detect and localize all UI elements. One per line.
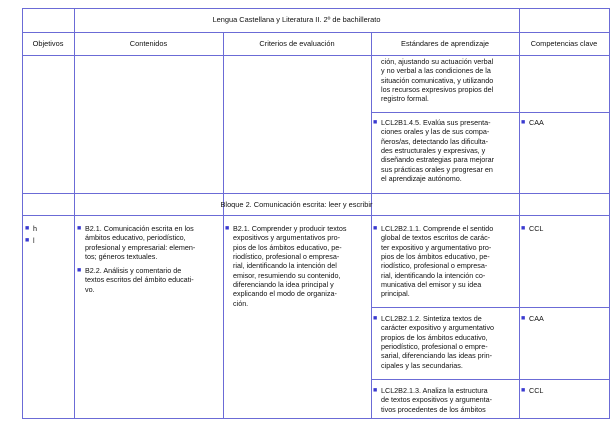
grid-line — [22, 32, 610, 33]
text-line: profesional y empresarial: elemen- — [85, 242, 196, 252]
text-line: riodístico, profesional o empresa- — [381, 261, 488, 271]
text-line: propios de los ámbitos educativo, — [381, 332, 488, 342]
text-line: de textos expositivos y argumenta- — [381, 395, 493, 405]
text-line: LCL2B1.4.5. Evalúa sus presenta- — [381, 118, 491, 127]
text-line: municativa del emisor y su idea — [381, 280, 482, 290]
text-line: ñeros/as, detectando las dificulta- — [381, 136, 489, 146]
text-line: explicando el modo de organiza- — [233, 289, 337, 299]
continued-standard-text — [381, 57, 515, 104]
header-objetivos: Objetivos — [32, 39, 64, 48]
text-line: global de textos escritos de carác- — [381, 233, 491, 243]
text-line: sarial, diferenciando las ideas prin- — [381, 351, 493, 361]
text-line: ción, ajustando su actuación verbal — [381, 57, 494, 66]
table-title: Lengua Castellana y Literatura II. 2º de bachillerato — [212, 15, 381, 24]
grid-line — [223, 33, 224, 418]
text-line: ciones orales y las de sus compa- — [381, 127, 490, 137]
standard-b2-1-3 — [373, 386, 516, 416]
text-line: vo. — [85, 284, 95, 294]
text-line: registro formal. — [381, 94, 429, 104]
text-line: ámbitos educativo, periodístico, — [85, 233, 186, 243]
standard-b2-1-2 — [373, 314, 516, 374]
bullet-icon: ■ — [225, 225, 230, 232]
text-line: LCL2B2.1.3. Analiza la estructura — [381, 386, 488, 395]
bullet-icon: ■ — [77, 267, 82, 274]
competence-label: CAA — [529, 314, 544, 323]
header-estandares: Estándares de aprendizaje — [401, 39, 489, 48]
competence-ccl — [521, 386, 601, 396]
text-line: sus prácticas orales y progresar en — [381, 164, 493, 174]
bullet-icon: ■ — [521, 315, 526, 322]
grid-line — [22, 418, 610, 419]
header-criterios: Criterios de evaluación — [259, 39, 335, 48]
text-line: B2.2. Análisis y comentario de — [85, 266, 182, 275]
grid-line — [519, 8, 520, 418]
text-line: los recursos expresivos propios del — [381, 85, 494, 95]
text-line: LCL2B2.1.1. Comprende el sentido — [381, 224, 494, 233]
text-line: situación comunicativa, y utilizando — [381, 75, 494, 85]
text-line: des estructurales y expresivas, y — [381, 146, 486, 156]
bullet-icon: ■ — [373, 225, 378, 232]
grid-line — [22, 8, 23, 418]
standard-b2-1-1 — [373, 224, 516, 302]
contenido-b2-2 — [77, 266, 218, 296]
grid-line — [609, 8, 610, 418]
competence-ccl — [521, 224, 601, 234]
text-line: expositivos y argumentativos pro- — [233, 233, 341, 243]
text-line: diferenciando la idea principal y — [233, 280, 334, 290]
text-line: principal. — [381, 289, 410, 299]
text-line: periodístico, profesional o empre- — [381, 342, 488, 352]
text-line: B2.1. Comunicación escrita en los — [85, 224, 194, 233]
competence-label: CAA — [529, 118, 544, 127]
header-contenidos: Contenidos — [129, 39, 168, 48]
objetivo-item — [25, 224, 69, 234]
bullet-icon: ■ — [373, 119, 378, 126]
grid-line — [22, 8, 610, 9]
grid-line — [22, 55, 610, 56]
text-line: pios de los ámbitos educativo, pe- — [381, 252, 490, 262]
text-line: textos escritos del ámbito educati- — [85, 275, 194, 285]
text-line: ter expositivo y argumentativo pro- — [381, 242, 492, 252]
contenido-b2-1 — [77, 224, 218, 264]
text-line: carácter expositivo y argumentativo — [381, 323, 495, 333]
header-competencias: Competencias clave — [530, 39, 598, 48]
text-line: el aprendizaje autónomo. — [381, 174, 462, 184]
competence-label: CCL — [529, 224, 544, 233]
text-line: ción. — [233, 298, 249, 308]
text-line: pios de los ámbitos educativo, pe- — [233, 242, 342, 252]
bullet-icon: ■ — [521, 225, 526, 232]
text-line: emisor, resumiendo su contenido, — [233, 270, 341, 280]
bullet-icon: ■ — [521, 119, 526, 126]
grid-line — [74, 8, 75, 418]
text-line: LCL2B2.1.2. Sintetiza textos de — [381, 314, 482, 323]
text-line: rial, identificando la intención del — [233, 261, 337, 271]
text-line: tivos procedentes de los ámbitos — [381, 404, 486, 414]
grid-line — [371, 379, 610, 380]
competence-label: CCL — [529, 386, 544, 395]
bullet-icon: ■ — [521, 387, 526, 394]
bullet-icon: ■ — [25, 225, 30, 232]
text-line: tos; géneros textuales. — [85, 252, 158, 262]
competence-caa — [521, 314, 601, 324]
competence-caa — [521, 118, 601, 128]
objetivo-item — [25, 236, 69, 246]
grid-line — [371, 33, 372, 418]
text-line: B2.1. Comprender y producir textos — [233, 224, 347, 233]
bullet-icon: ■ — [77, 225, 82, 232]
grid-line — [371, 307, 610, 308]
objetivo-label: l — [33, 236, 35, 245]
text-line: cipales y las secundarias. — [381, 360, 463, 370]
bloque-2-title: Bloque 2. Comunicación escrita: leer y escribir — [220, 200, 373, 209]
text-line: y no verbal a las condiciones de la — [381, 66, 491, 76]
grid-line — [22, 215, 610, 216]
bullet-icon: ■ — [373, 387, 378, 394]
grid-line — [371, 112, 610, 113]
text-line: riodístico, profesional o empresa- — [233, 252, 340, 262]
standard-b1-4-5 — [373, 118, 516, 190]
text-line: rial, identificando la intención co- — [381, 270, 486, 280]
objetivo-label: h — [33, 224, 37, 233]
bullet-icon: ■ — [373, 315, 378, 322]
text-line: diseñando estrategias para mejorar — [381, 155, 495, 165]
bullet-icon: ■ — [25, 237, 30, 244]
grid-line — [22, 193, 610, 194]
criterio-b2-1 — [225, 224, 367, 312]
